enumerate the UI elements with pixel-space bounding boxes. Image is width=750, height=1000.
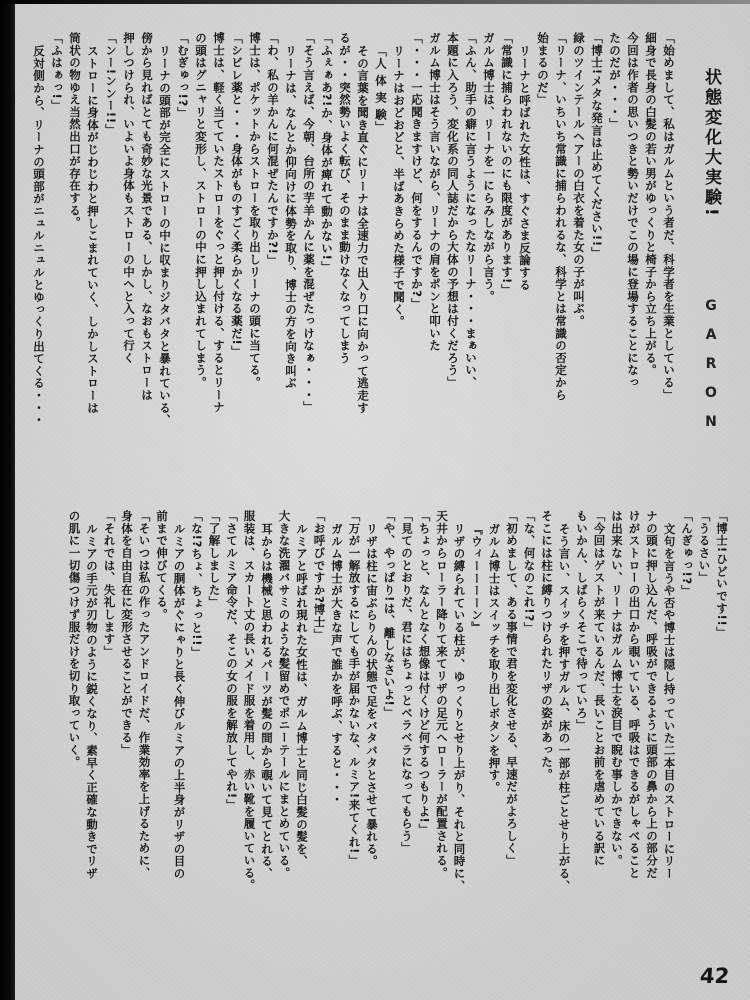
text-column: 「博士!ひどいです!!」: [715, 510, 729, 639]
text-column: 「ふはぁっ!」: [50, 32, 64, 112]
text-column: ガルム博士が大きな声で誰かを呼ぶ、すると・・・: [330, 523, 344, 806]
text-column: の頭はグニャリと変形し、ストローの中に押し込まれてしまう。: [194, 32, 208, 389]
text-column: けがストローの出口から覗いている、呼吸はできるがしゃべること: [627, 510, 642, 879]
text-column: 押しつけられ、いよいよ身体もストローの中へと入って行く: [122, 32, 136, 365]
text-column: ルミアの手元が刃物のように鋭くなり、素早く正確な動きでリザ: [85, 523, 99, 880]
text-column: リザの縛られている柱が、ゆっくりとせり上がり、それと同時に、: [452, 523, 467, 892]
text-column: ルミアと呼ばれ現れた女性は、ガルム博士と同じ白髪の髪を、: [295, 523, 309, 868]
text-column: 大きな洗濯バサミのような髪留めでポニーテールにまとめている。: [277, 510, 292, 879]
text-column: 傍から見ればとても奇妙な光景である、しかし、なおもストローは: [140, 32, 154, 401]
text-column: リーナはおどおどと、半ばあきらめた様子で聞く。: [392, 45, 406, 328]
text-column: 「んぎゅっ!?」: [680, 510, 694, 598]
text-column: 「・・・一応聞きますけど、何をするんですか?」: [410, 32, 424, 311]
text-column: ナの頭に押し込んだ、呼吸ができるように頭部の鼻から上の部分だ: [645, 510, 659, 879]
text-column: 緑のツインテールヘアーの白衣を着た女の子が叫ぶ。: [572, 32, 586, 328]
text-column: 「シビレ薬と・・・身体がものすごく柔らかくなる薬だ!」: [230, 32, 244, 358]
text-block-bottom: [65, 510, 730, 900]
text-column: リーナは、なんとか仰向けに体勢を取り、博士の方を向き叫ぶ: [284, 45, 298, 390]
text-column: 「な!?ちょ、ちょっと!!」: [190, 510, 204, 659]
text-column: 「な、何なのこれ!?」: [522, 510, 537, 635]
text-column: 「博士!メタな発言は止めてください!!」: [590, 32, 604, 260]
text-column: 始まるのだ」: [536, 32, 550, 106]
text-column: ガルム博士はスイッチを取り出しボタンを押す。: [487, 523, 502, 794]
text-column: 反対側から、リーナの頭部がニュルニュルとゆっくり出てくる・・・: [32, 45, 46, 427]
page: [15, 4, 750, 1000]
binding-edge-bar: [0, 0, 15, 1000]
text-column: そう言い、スイッチを押すガルム、床の一部が柱ごとせり上がる、: [557, 523, 572, 892]
text-column: リーナの頭部が完全にストローの中に収まりジタバタと暴れている、: [158, 45, 172, 427]
text-column: 「リーナ、いちいち常識に捕らわれるな、科学とは常識の否定から: [554, 32, 568, 401]
text-column: 「そう言えば、今朝、台所の芋羊かんに薬を混ぜたっけなぁ・・・」: [302, 32, 316, 414]
text-column: 「始めまして、私はガルムという者だ、科学者を生業としている」: [662, 32, 676, 401]
text-column: 「了解しました」: [207, 510, 222, 609]
text-column: 博士は、軽く当てていたストローをぐっと押し付ける、するとリーナ: [212, 32, 226, 414]
text-column: の肌に一切傷つけず服だけを切り取っていく。: [67, 510, 82, 769]
text-column: ガルム博士はそう言いながら、リーナの肩をポンと叩いた: [428, 32, 442, 352]
text-column: 「ふぇぁあ?!か、身体が痺れて動かない!」: [320, 32, 334, 273]
text-column: 「今回はゲストが来ているんだ、長いことお前を虐めている訳に: [592, 510, 607, 867]
text-column: 「見てのとおりだ、君にはちょっとベラベラになってもらう」: [400, 510, 414, 855]
text-column: ガルム博士は、リーナを一にらみしながら言う。: [482, 32, 496, 303]
text-column: 服装は、スカート丈の長いメイド服を着用し、赤い靴を履いている。: [242, 510, 257, 892]
author-name: GARON: [703, 298, 719, 443]
text-column: 「ンー!ンンー!!」: [104, 32, 118, 137]
text-column: 文句を言うや否や博士は隠し持っていた二本目のストローにリー: [662, 523, 677, 880]
text-column: 「初めまして、ある事情で君を変化させる、早速だがよろしく」: [505, 510, 519, 867]
text-column: 「ちょっと、なんとなく想像は付くけど何するつもりよ!」: [417, 510, 432, 836]
text-column: 今回は作者の思いつきと勢いだけでこの場に登場することになっ: [626, 32, 640, 389]
text-column: 身体を自由自在に変形させることができる」: [120, 510, 134, 756]
text-column: 「人 体 実 験」: [374, 45, 388, 134]
page-number: 42: [698, 964, 730, 988]
text-column: は出来ない、リーナはガルム博士を涙目で睨む事しかできない。: [610, 510, 624, 867]
text-column: 筒状の物ゆえ当然出口が存在する。: [68, 32, 82, 229]
text-column: 細身で長身の白髪の若い男がゆっくりと椅子から立ち上がる。: [644, 32, 658, 377]
text-column: 博士は、ポケットからストローを取り出しリーナの頭に当てる。: [248, 32, 262, 389]
page-title: 状態変化大実験!: [701, 68, 721, 219]
text-column: 前まで伸びてくる。: [155, 510, 169, 621]
text-column: ルミアの胴体がぐにゃりと長く伸びルミアの上半身がリザの目の: [172, 523, 187, 880]
text-column: 『ウィーーーーン』: [470, 523, 484, 634]
text-column: もいかん、しばらくそこで待っていろ」: [575, 510, 589, 732]
text-column: 「わ、私の羊かんに何混ぜたんですか?!」: [266, 32, 280, 267]
text-column: 「むぎゅっ!?」: [176, 32, 190, 120]
text-column: 「それでは、失礼します」: [102, 510, 117, 658]
text-column: 耳からは機械と思われるパーツが髪の間から覗いて見てとれる、: [260, 523, 274, 880]
text-column: 「万が一解放するにしても手が届かないな、ルミア!来てくれ!」: [347, 510, 362, 867]
text-column: 「や、やっぱり!は、離しなさいよ!」: [382, 510, 397, 719]
text-column: 「常識に捕らわれないのにも限度があります!」: [500, 32, 514, 297]
text-column: 「うるさい」: [697, 510, 712, 584]
text-column: リザは柱に宙ぶらりんの状態で足をバタバタとさせて暴れる。: [365, 523, 379, 868]
text-column: そこには柱に縛りつけられたリザの姿があった。: [540, 510, 554, 781]
text-column: ストローに身体がじわじわと押しこまれていく、しかしストローは: [86, 45, 100, 414]
text-column: 本題に入ろう、変化系の同人誌だから大体の予想は付くだろう」: [446, 32, 460, 389]
text-column: 天井からローラー降りて来てリザの足元へローラーが配置される。: [435, 510, 449, 879]
text-column: その言葉を聞き直ぐにリーナは全速力で出入り口に向かって逃走す: [356, 45, 370, 414]
text-column: たのだが・・・」: [608, 32, 622, 131]
text-block-top: [30, 32, 678, 456]
text-column: 「そいつは私の作ったアンドロイドだ、作業効率を上げるために、: [137, 510, 152, 879]
text-column: リーナと呼ばれた女性は、すぐさま反論する: [518, 45, 532, 291]
text-column: 「ふん、助手の癖に言うようになったなリーナ・・・まぁいい、: [464, 32, 478, 389]
text-column: 「お呼びですか?博士」: [312, 510, 327, 641]
text-column: るが・・突然勢いよく転び、そのまま動けなくなってしまう: [338, 32, 352, 365]
text-column: 「さてルミア命令だ、そこの女の服を解放してやれ!」: [225, 510, 239, 812]
